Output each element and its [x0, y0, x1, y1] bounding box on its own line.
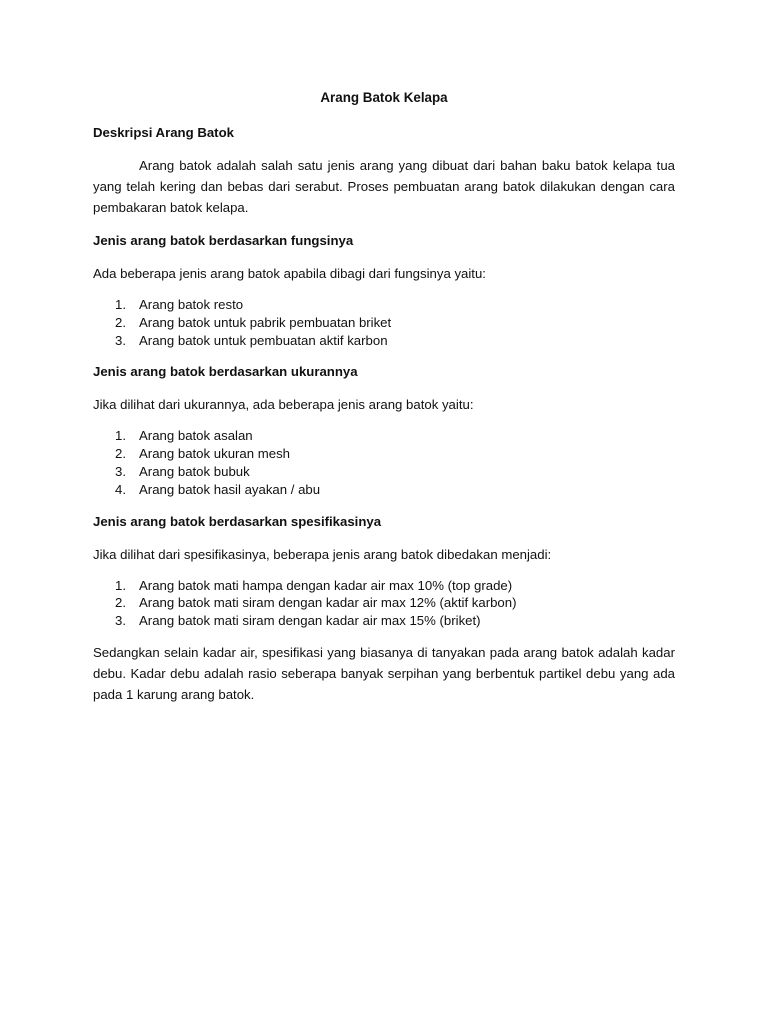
- list-number: 1.: [115, 297, 126, 312]
- list-number: 2.: [115, 446, 126, 462]
- list-item: [93, 481, 675, 499]
- section-heading-ukurannya: Jenis arang batok berdasarkan ukurannya: [93, 364, 358, 380]
- list-number: 1.: [115, 577, 126, 593]
- list-number: 3.: [115, 463, 126, 479]
- section-heading-fungsinya: Jenis arang batok berdasarkan fungsinya: [93, 233, 354, 248]
- document-body: [93, 87, 675, 717]
- list-number: 3.: [115, 613, 126, 629]
- spesifikasinya-intro: Jika dilihat dari spesifikasinya, beberapa jenis arang batok dibedakan menjadi:: [93, 546, 552, 562]
- list-item-text: Arang batok hasil ayakan / abu: [139, 481, 321, 497]
- list-item: [93, 427, 675, 445]
- spesifikasinya-list: [93, 577, 675, 630]
- list-item-text: Arang batok untuk pembuatan aktif karbon: [139, 332, 388, 348]
- closing-paragraph: Sedangkan selain kadar air, spesifikasi yang biasanya di tanyakan pada arang batok adalah kadar debu. Kadar debu adalah rasio seberapa banyak serpihan yang berbentuk partikel debu yang ada pada 1 karung arang batok.: [93, 644, 675, 702]
- list-item-text: Arang batok untuk pabrik pembuatan briket: [139, 314, 392, 330]
- list-item-text: Arang batok mati siram dengan kadar air max 12% (aktif karbon): [139, 595, 517, 611]
- list-number: 2.: [115, 314, 126, 330]
- ukurannya-intro: Jika dilihat dari ukurannya, ada beberapa jenis arang batok yaitu:: [93, 397, 474, 413]
- list-item-text: Arang batok resto: [139, 297, 244, 312]
- document-title: Arang Batok Kelapa: [320, 90, 448, 105]
- list-item: [93, 463, 675, 481]
- list-item-text: Arang batok mati siram dengan kadar air max 15% (briket): [139, 613, 481, 629]
- list-item: [93, 296, 675, 314]
- list-number: 4.: [115, 481, 126, 497]
- list-item: [93, 445, 675, 463]
- list-item: [93, 577, 675, 595]
- description-paragraph: Arang batok adalah salah satu jenis arang yang dibuat dari bahan baku batok kelapa tua yang telah kering dan bebas dari serabut. Proses pembuatan arang batok dilakukan dengan cara pembakaran batok kelapa.: [93, 158, 675, 215]
- list-number: 1.: [115, 428, 126, 444]
- ukurannya-list: [93, 427, 675, 498]
- list-item-text: Arang batok ukuran mesh: [139, 446, 291, 462]
- list-item: [93, 314, 675, 332]
- list-number: 3.: [115, 332, 126, 348]
- list-item-text: Arang batok asalan: [139, 428, 253, 444]
- section-heading-deskripsi: Deskripsi Arang Batok: [93, 125, 234, 140]
- list-item-text: Arang batok mati hampa dengan kadar air max 10% (top grade): [139, 577, 513, 593]
- list-item: [93, 612, 675, 630]
- fungsinya-list: [93, 296, 675, 349]
- fungsinya-intro: Ada beberapa jenis arang batok apabila dibagi dari fungsinya yaitu:: [93, 266, 486, 281]
- section-heading-spesifikasinya: Jenis arang batok berdasarkan spesifikasinya: [93, 513, 382, 529]
- list-item-text: Arang batok bubuk: [139, 463, 250, 479]
- list-number: 2.: [115, 595, 126, 611]
- list-item: [93, 332, 675, 350]
- list-item: [93, 594, 675, 612]
